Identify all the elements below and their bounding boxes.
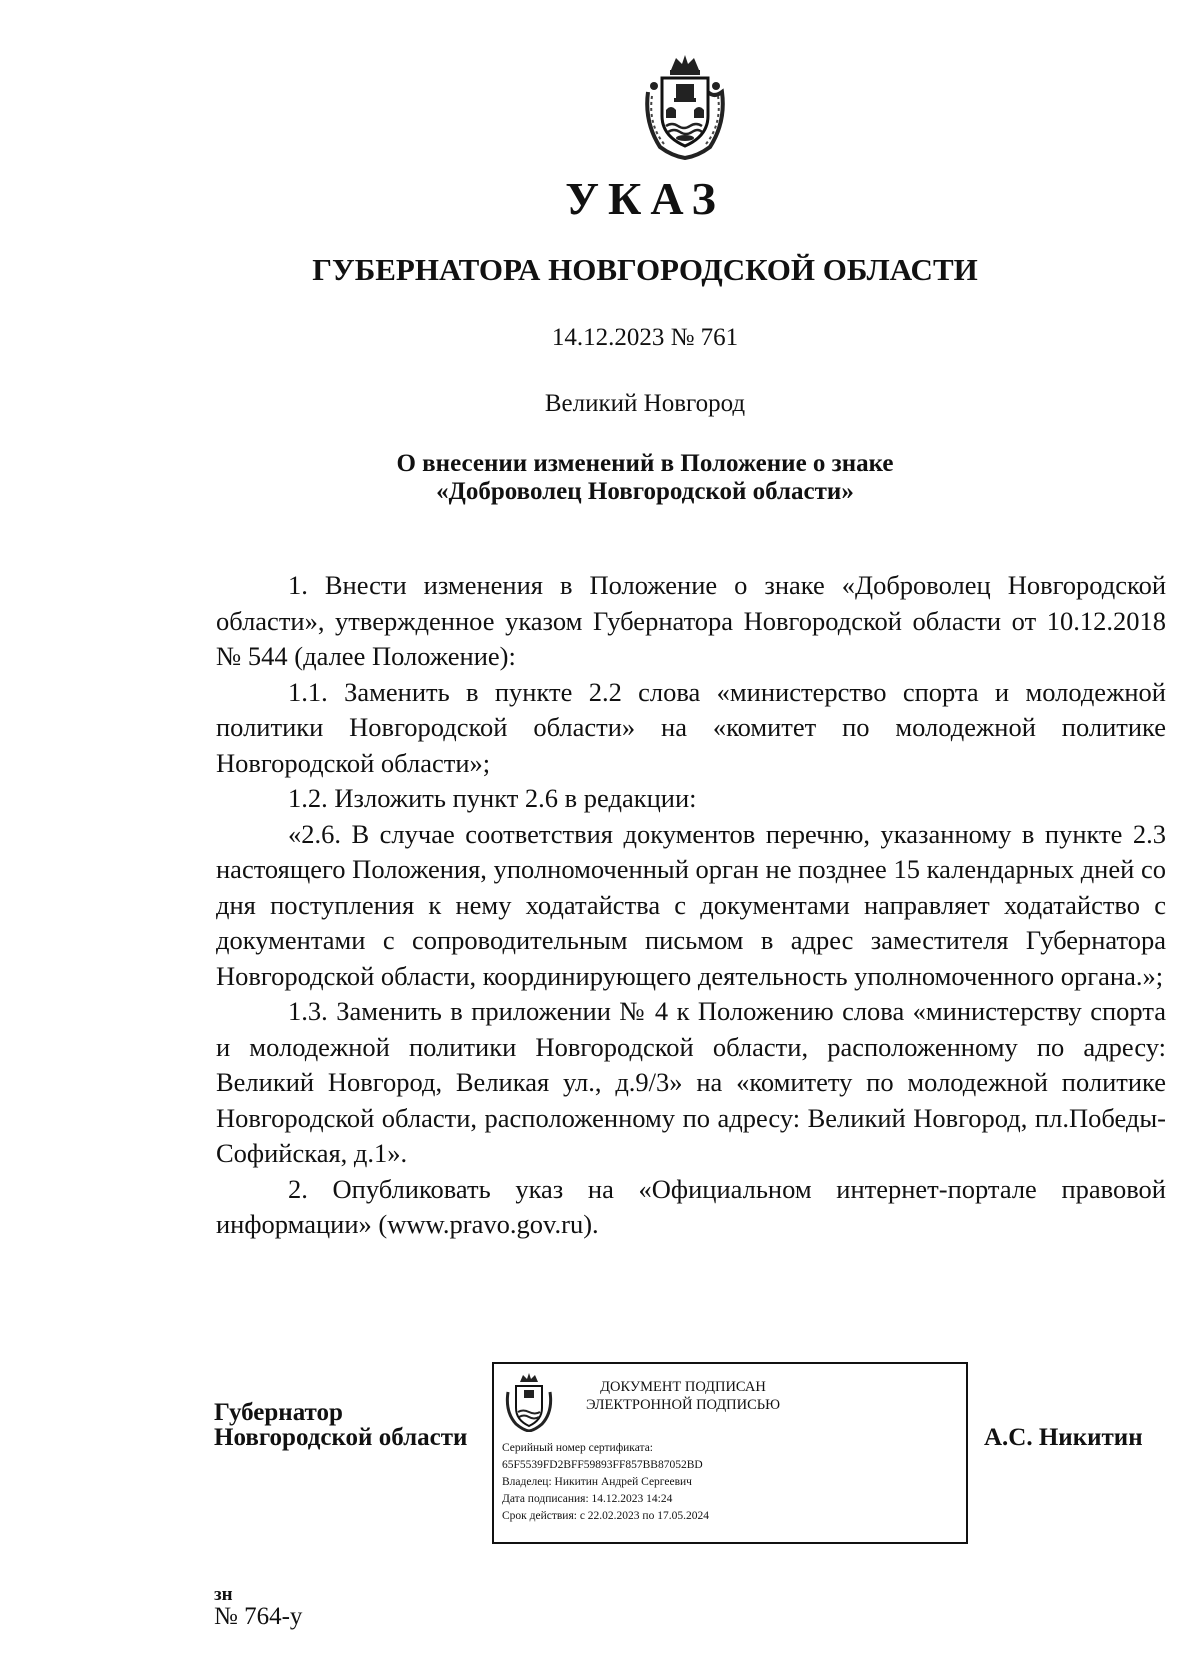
certificate-serial-label: Серийный номер сертификата:: [502, 1442, 653, 1454]
certificate-owner: Владелец: Никитин Андрей Сергеевич: [502, 1476, 692, 1488]
certificate-serial: 65F5539FD2BFF59893FF857BB87052BD: [502, 1459, 703, 1471]
body-paragraph: 2. Опубликовать указ на «Официальном интернет-портале правовой информации» (www.pravo.gov.ru).: [216, 1173, 1166, 1239]
registration-mark: [214, 1586, 302, 1630]
signing-date: Дата подписания: 14.12.2023 14:24: [502, 1493, 673, 1505]
signer-name: А.С. Никитин: [984, 1424, 1143, 1451]
body-paragraph: «2.6. В случае соответствия документов перечню, указанному в пункте 2.3 настоящего Положения, уполномоченный орган не позднее 15 календарных дней со дня поступления к нему ходатайства с документами направляет ходатайство с документами с сопроводительным письмом в адрес заместителя Губернатора Новгородской области, координирующего деятельность уполномоченного органа.»;: [216, 818, 1166, 991]
body-paragraph: 1.1. Заменить в пункте 2.2 слова «министерство спорта и молодежной политики Новгородской области» на «комитет по молодежной политике Новгородской области»;: [216, 676, 1166, 778]
stamp-heading-line: ДОКУМЕНТ ПОДПИСАН: [600, 1379, 766, 1395]
issue-city: Великий Новгород: [544, 390, 746, 417]
subject-line: О внесении изменений в Положение о знаке: [396, 450, 894, 477]
signer-position-line: Губернатор: [214, 1399, 343, 1426]
novgorod-coat-of-arms-icon: [638, 52, 732, 160]
coat-of-arms-icon: [502, 1372, 556, 1432]
document-subject: [0, 450, 1200, 506]
registration-number: № 764-у: [214, 1603, 303, 1630]
date-and-number: 14.12.2023 № 761: [551, 324, 739, 351]
stamp-details: [502, 1440, 709, 1525]
issuer-title: ГУБЕРНАТОРА НОВГОРОДСКОЙ ОБЛАСТИ: [312, 252, 978, 287]
body-paragraph: 1.2. Изложить пункт 2.6 в редакции:: [288, 783, 697, 813]
registration-initials: зн: [214, 1584, 233, 1605]
body-paragraph: 1.3. Заменить в приложении № 4 к Положению слова «министерству спорта и молодежной политики Новгородской области, расположенному по адресу: Великий Новгород, Великая ул., д.9/3» на «комитету по молодежной политике Новгородской области, расположенному по адресу: Великий Новгород, пл.Победы-Софийская, д.1».: [216, 996, 1166, 1168]
document-body: [216, 568, 1166, 1243]
stamp-heading: [568, 1378, 798, 1414]
certificate-validity: Срок действия: с 22.02.2023 по 17.05.2024: [502, 1510, 709, 1522]
stamp-heading-line: ЭЛЕКТРОННОЙ ПОДПИСЬЮ: [585, 1397, 781, 1413]
electronic-signature-stamp: [492, 1362, 968, 1544]
signer-position: [214, 1400, 467, 1450]
signer-position-line: Новгородской области: [214, 1424, 468, 1451]
body-paragraph: 1. Внести изменения в Положение о знаке «Доброволец Новгородской области», утвержденное указом Губернатора Новгородской области от 10.12.2018 № 544 (далее Положение):: [216, 570, 1166, 671]
document-type-title: УКАЗ: [565, 173, 725, 224]
subject-line: «Доброволец Новгородской области»: [436, 478, 854, 505]
